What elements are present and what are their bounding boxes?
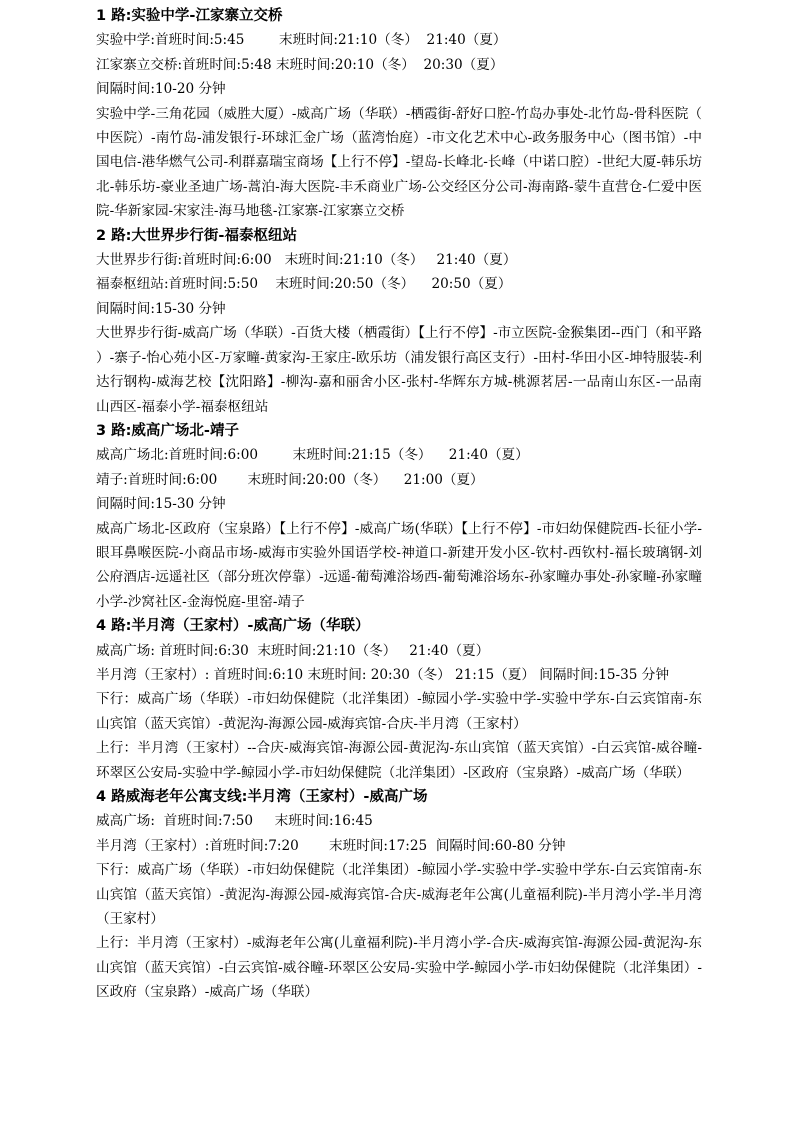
route-title: 4 路威海老年公寓支线:半月湾（王家村）-威高广场: [96, 789, 428, 805]
schedule-line: 福泰枢纽站:首班时间:5:50 末班时间:20:50（冬） 20:50（夏）: [96, 276, 512, 293]
route-2: [96, 224, 702, 419]
schedule-line: 半月湾（王家村）:首班时间:7:20 末班时间:17:25 间隔时间:60-80 分钟: [96, 837, 566, 854]
route-title: 1 路:实验中学-江家寨立交桥: [96, 8, 283, 24]
schedule-line: 实验中学:首班时间:5:45 末班时间:21:10（冬） 21:40（夏）: [96, 32, 507, 49]
route-title: 2 路:大世界步行街-福泰枢纽站: [96, 227, 297, 244]
schedule-line: 威高广场: 首班时间:6:30 末班时间:21:10（冬） 21:40（夏）: [96, 642, 490, 659]
interval-line: 间隔时间:10-20 分钟: [96, 81, 226, 98]
stop-list: 实验中学-三角花园（威胜大厦）-威高广场（华联）-栖霞街-舒好口腔-竹岛办事处-北竹岛-骨科医院（中医院）-南竹岛-浦发银行-环球汇金广场（蓝湾怡庭）-市文化艺术中心-政务服务中心（图书馆）-中国电信-港华燃气公司-利群嘉瑞宝商场【上行不停】-望岛-长峰北-长峰（中诺口腔）-世纪大厦-韩乐坊北-韩乐坊-豪业圣迪广场-蒿泊-海大医院-丰禾商业广场-公交经区分公司-海南路-蒙牛直营仓-仁爱中医院-华新家园-宋家洼-海马地毯-江家寨-江家寨立交桥: [96, 105, 702, 220]
route-4: [96, 614, 702, 785]
stop-list: 大世界步行街-威高广场（华联）-百货大楼（栖霞街）【上行不停】-市立医院-金猴集团--西门（和平路）-寨子-怡心苑小区-万家疃-黄家沟-王家庄-欧乐坊（浦发银行高区支行）-田村-华田小区-坤特服装-利达行钢构-威海艺校【沈阳路】-柳沟-嘉和丽舍小区-张村-华辉东方城-桃源茗居-一品南山东区-一品南山西区-福泰小学-福泰枢纽站: [96, 325, 702, 415]
stop-list-up: 上行：半月湾（王家村）-威海老年公寓(儿童福利院)-半月湾小学-合庆-威海宾馆-海源公园-黄泥沟-东山宾馆（蓝天宾馆）-白云宾馆-威谷疃-环翠区公安局-实验中学-鲸园小学-市妇幼保健院（北洋集团）-区政府（宝泉路）-威高广场（华联）: [96, 935, 702, 1001]
route-title: 3 路:威高广场北-靖子: [96, 422, 239, 439]
schedule-line: 威高广场北:首班时间:6:00 末班时间:21:15（冬） 21:40（夏）: [96, 447, 529, 464]
stop-list: 威高广场北-区政府（宝泉路）【上行不停】-威高广场(华联）【上行不停】-市妇幼保健院西-长征小学-眼耳鼻喉医院-小商品市场-威海市实验外国语学校-神道口-新建开发小区-钦村-西钦村-福长玻璃钢-刘公府酒店-远遥社区（部分班次停靠）-远遥-葡萄滩浴场西-葡萄滩浴场东-孙家疃办事处-孙家疃-孙家疃小学-沙窝社区-金海悦庭-里窑-靖子: [96, 520, 702, 610]
schedule-line: 大世界步行街:首班时间:6:00 末班时间:21:10（冬） 21:40（夏）: [96, 252, 517, 269]
interval-line: 间隔时间:15-30 分钟: [96, 496, 226, 513]
schedule-line: 江家寨立交桥:首班时间:5:48 末班时间:20:10（冬） 20:30（夏）: [96, 56, 504, 73]
schedule-line: 靖子:首班时间:6:00 末班时间:20:00（冬） 21:00（夏）: [96, 471, 484, 488]
route-4-branch: [96, 785, 702, 1005]
interval-line: 间隔时间:15-30 分钟: [96, 300, 226, 317]
stop-list-up: 上行：半月湾（王家村）--合庆-威海宾馆-海源公园-黄泥沟-东山宾馆（蓝天宾馆）-白云宾馆-威谷疃-环翠区公安局-实验中学-鲸园小学-市妇幼保健院（北洋集团）-区政府（宝泉路）-威高广场（华联）: [96, 740, 702, 781]
stop-list-down: 下行：威高广场（华联）-市妇幼保健院（北洋集团）-鲸园小学-实验中学-实验中学东-白云宾馆南-东山宾馆（蓝天宾馆）-黄泥沟-海源公园-威海宾馆-合庆-威海老年公寓(儿童福利院)-半月湾小学-半月湾（王家村）: [96, 862, 702, 928]
schedule-line: 威高广场: 首班时间:7:50 末班时间:16:45: [96, 813, 373, 830]
stop-list-down: 下行：威高广场（华联）-市妇幼保健院（北洋集团）-鲸园小学-实验中学-实验中学东-白云宾馆南-东山宾馆（蓝天宾馆）-黄泥沟-海源公园-威海宾馆-合庆-半月湾（王家村）: [96, 691, 702, 732]
schedule-paragraph: 半月湾（王家村）: 首班时间:6:10 末班时间: 20:30（冬） 21:15（夏） 间隔时间:15-35 分钟: [96, 666, 669, 683]
route-3: [96, 419, 702, 614]
route-title: 4 路:半月湾（王家村）-威高广场（华联）: [96, 618, 370, 635]
route-1: [96, 4, 702, 224]
